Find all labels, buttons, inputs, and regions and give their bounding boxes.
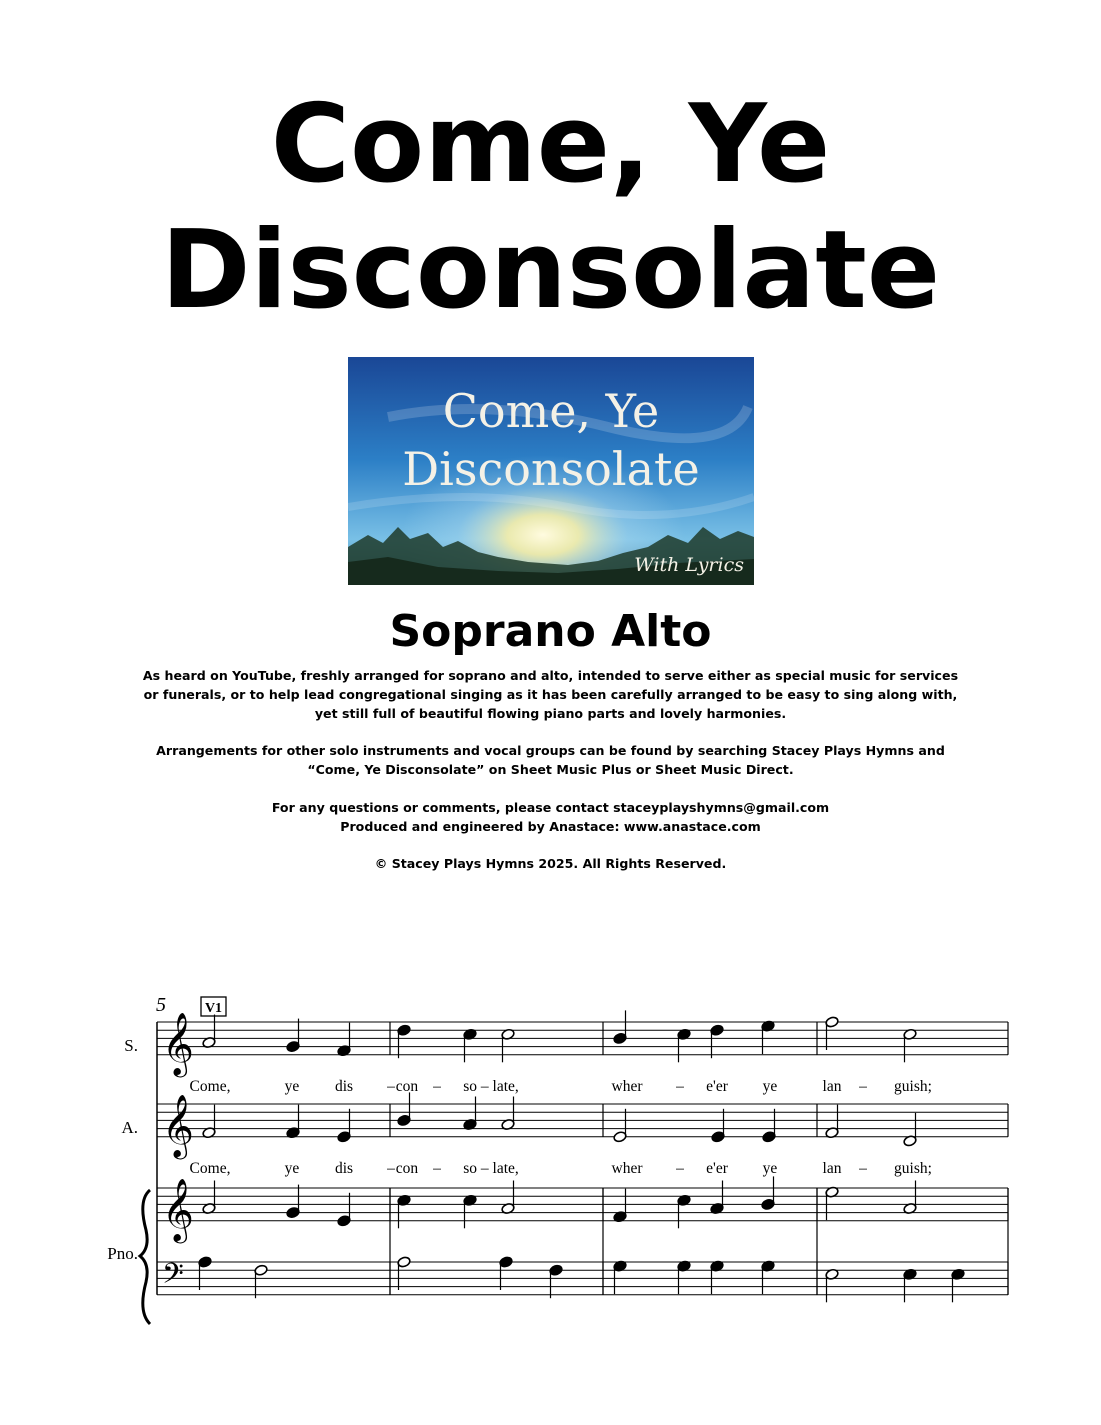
lyric-syllable: lan [822, 1160, 842, 1177]
note-head [337, 1215, 351, 1227]
cover-image [348, 357, 754, 585]
rehearsal-mark: V1 [204, 1001, 223, 1016]
note-head [825, 1016, 839, 1028]
lyric-syllable: guish; [894, 1160, 932, 1177]
lyric-syllable: con [395, 1160, 419, 1177]
credits-line: Produced and engineered by Anastace: www.anastace.com [340, 819, 761, 834]
note-head [501, 1202, 515, 1214]
lyric-syllable: dis [334, 1078, 354, 1095]
cover-title-line-1: Come, Ye [442, 384, 660, 438]
note-head [613, 1131, 627, 1143]
note-head [337, 1131, 351, 1143]
lyric-syllable: dis [334, 1160, 354, 1177]
note-head [499, 1256, 513, 1268]
note-head [613, 1211, 627, 1223]
description-line: Arrangements for other solo instruments and vocal groups can be found by searching Stacey Plays Hymns and [156, 743, 945, 758]
piano-brace [140, 1190, 150, 1324]
note-head [463, 1028, 477, 1040]
lyric-syllable: – [676, 1160, 684, 1177]
lyric-syllable: so – late, [463, 1078, 519, 1095]
note-head [677, 1194, 691, 1206]
treble-clef-icon: 𝄞 [162, 1179, 194, 1240]
page-title-line-1: Come, Ye [270, 82, 831, 207]
lyric-syllable: wher [611, 1078, 643, 1095]
note-head [710, 1260, 724, 1272]
lyric-syllable: – [433, 1160, 441, 1177]
page-title-line-2: Disconsolate [160, 208, 941, 333]
lyric-syllable: – [387, 1078, 395, 1095]
lyric-syllable: ye [762, 1078, 778, 1095]
subtitle: Soprano Alto [389, 606, 712, 657]
lyric-syllable: so – late, [463, 1160, 519, 1177]
note-head [903, 1202, 917, 1214]
lyric-syllable: ye [284, 1160, 300, 1177]
note-head [501, 1028, 515, 1040]
description-paragraph-2 [130, 741, 971, 779]
note-head [463, 1194, 477, 1206]
lyric-syllable: Come, [189, 1160, 231, 1177]
note-head [761, 1020, 775, 1032]
description-paragraph-1 [130, 666, 971, 723]
lyric-syllable: guish; [894, 1078, 932, 1095]
note-head [202, 1036, 216, 1048]
note-head [397, 1256, 411, 1268]
description-line: As heard on YouTube, freshly arranged for soprano and alto, intended to serve either as special music for services [142, 668, 959, 683]
note-head [202, 1202, 216, 1214]
note-head [463, 1118, 477, 1130]
note-head [397, 1024, 411, 1036]
treble-clef-icon: 𝄞 [162, 1013, 194, 1074]
lyric-syllable: ye [284, 1078, 300, 1095]
description-line: yet still full of beautiful flowing piano parts and lovely harmonies. [314, 706, 787, 721]
note-head [710, 1202, 724, 1214]
description-line: or funerals, or to help lead congregational singing as it has been carefully arranged to be easy to sing along with, [143, 687, 958, 702]
lyric-syllable: – [433, 1078, 441, 1095]
note-head [286, 1041, 300, 1053]
lyric-syllable: – [859, 1078, 867, 1095]
note-head [761, 1260, 775, 1272]
note-head [254, 1264, 268, 1276]
lyric-syllable: – [676, 1078, 684, 1095]
note-head [337, 1045, 351, 1057]
copyright: © Stacey Plays Hymns 2025. All Rights Reserved. [374, 856, 727, 871]
lyric-syllable: Come, [189, 1078, 231, 1095]
note-head [677, 1028, 691, 1040]
note-head [903, 1268, 917, 1280]
lyric-syllable: lan [822, 1078, 842, 1095]
note-head [397, 1194, 411, 1206]
treble-clef-icon: 𝄞 [162, 1095, 194, 1156]
measure-number: 5 [156, 994, 166, 1016]
note-head [903, 1135, 917, 1147]
note-head [762, 1131, 776, 1143]
note-head [903, 1028, 917, 1040]
note-head [613, 1032, 627, 1044]
note-head [613, 1260, 627, 1272]
staves [140, 1010, 1008, 1324]
note-head [549, 1264, 563, 1276]
lyric-syllable: – [859, 1160, 867, 1177]
rehearsal-mark-box [201, 997, 226, 1016]
lyric-syllable: – [387, 1160, 395, 1177]
contact-line: For any questions or comments, please contact staceyplayshymns@gmail.com [271, 800, 830, 815]
note-head [825, 1186, 839, 1198]
lyric-syllable: ye [762, 1160, 778, 1177]
note-head [825, 1127, 839, 1139]
note-head [286, 1207, 300, 1219]
cover-tagline: With Lyrics [634, 554, 744, 576]
note-head [825, 1268, 839, 1280]
note-head [501, 1118, 515, 1130]
bass-clef-icon: 𝄢 [162, 1259, 184, 1297]
cover-title-line-2: Disconsolate [402, 442, 700, 496]
note-head [710, 1024, 724, 1036]
note-head [711, 1131, 725, 1143]
lyric-syllable: con [395, 1078, 419, 1095]
lyrics [190, 1078, 932, 1177]
note-head [951, 1268, 965, 1280]
staff-label-piano: Pno. [107, 1244, 138, 1263]
note-head [286, 1127, 300, 1139]
note-head [761, 1198, 775, 1210]
staff-label-soprano: S. [124, 1036, 138, 1055]
lyric-syllable: wher [611, 1160, 643, 1177]
lyric-syllable: e'er [706, 1160, 728, 1177]
lyric-syllable: e'er [706, 1078, 728, 1095]
note-head [677, 1260, 691, 1272]
staff-label-alto: A. [121, 1118, 138, 1137]
description-line: “Come, Ye Disconsolate” on Sheet Music Plus or Sheet Music Direct. [307, 762, 794, 777]
contact-paragraph [130, 798, 971, 836]
note-head [397, 1114, 411, 1126]
note-head [198, 1256, 212, 1268]
note-head [202, 1127, 216, 1139]
